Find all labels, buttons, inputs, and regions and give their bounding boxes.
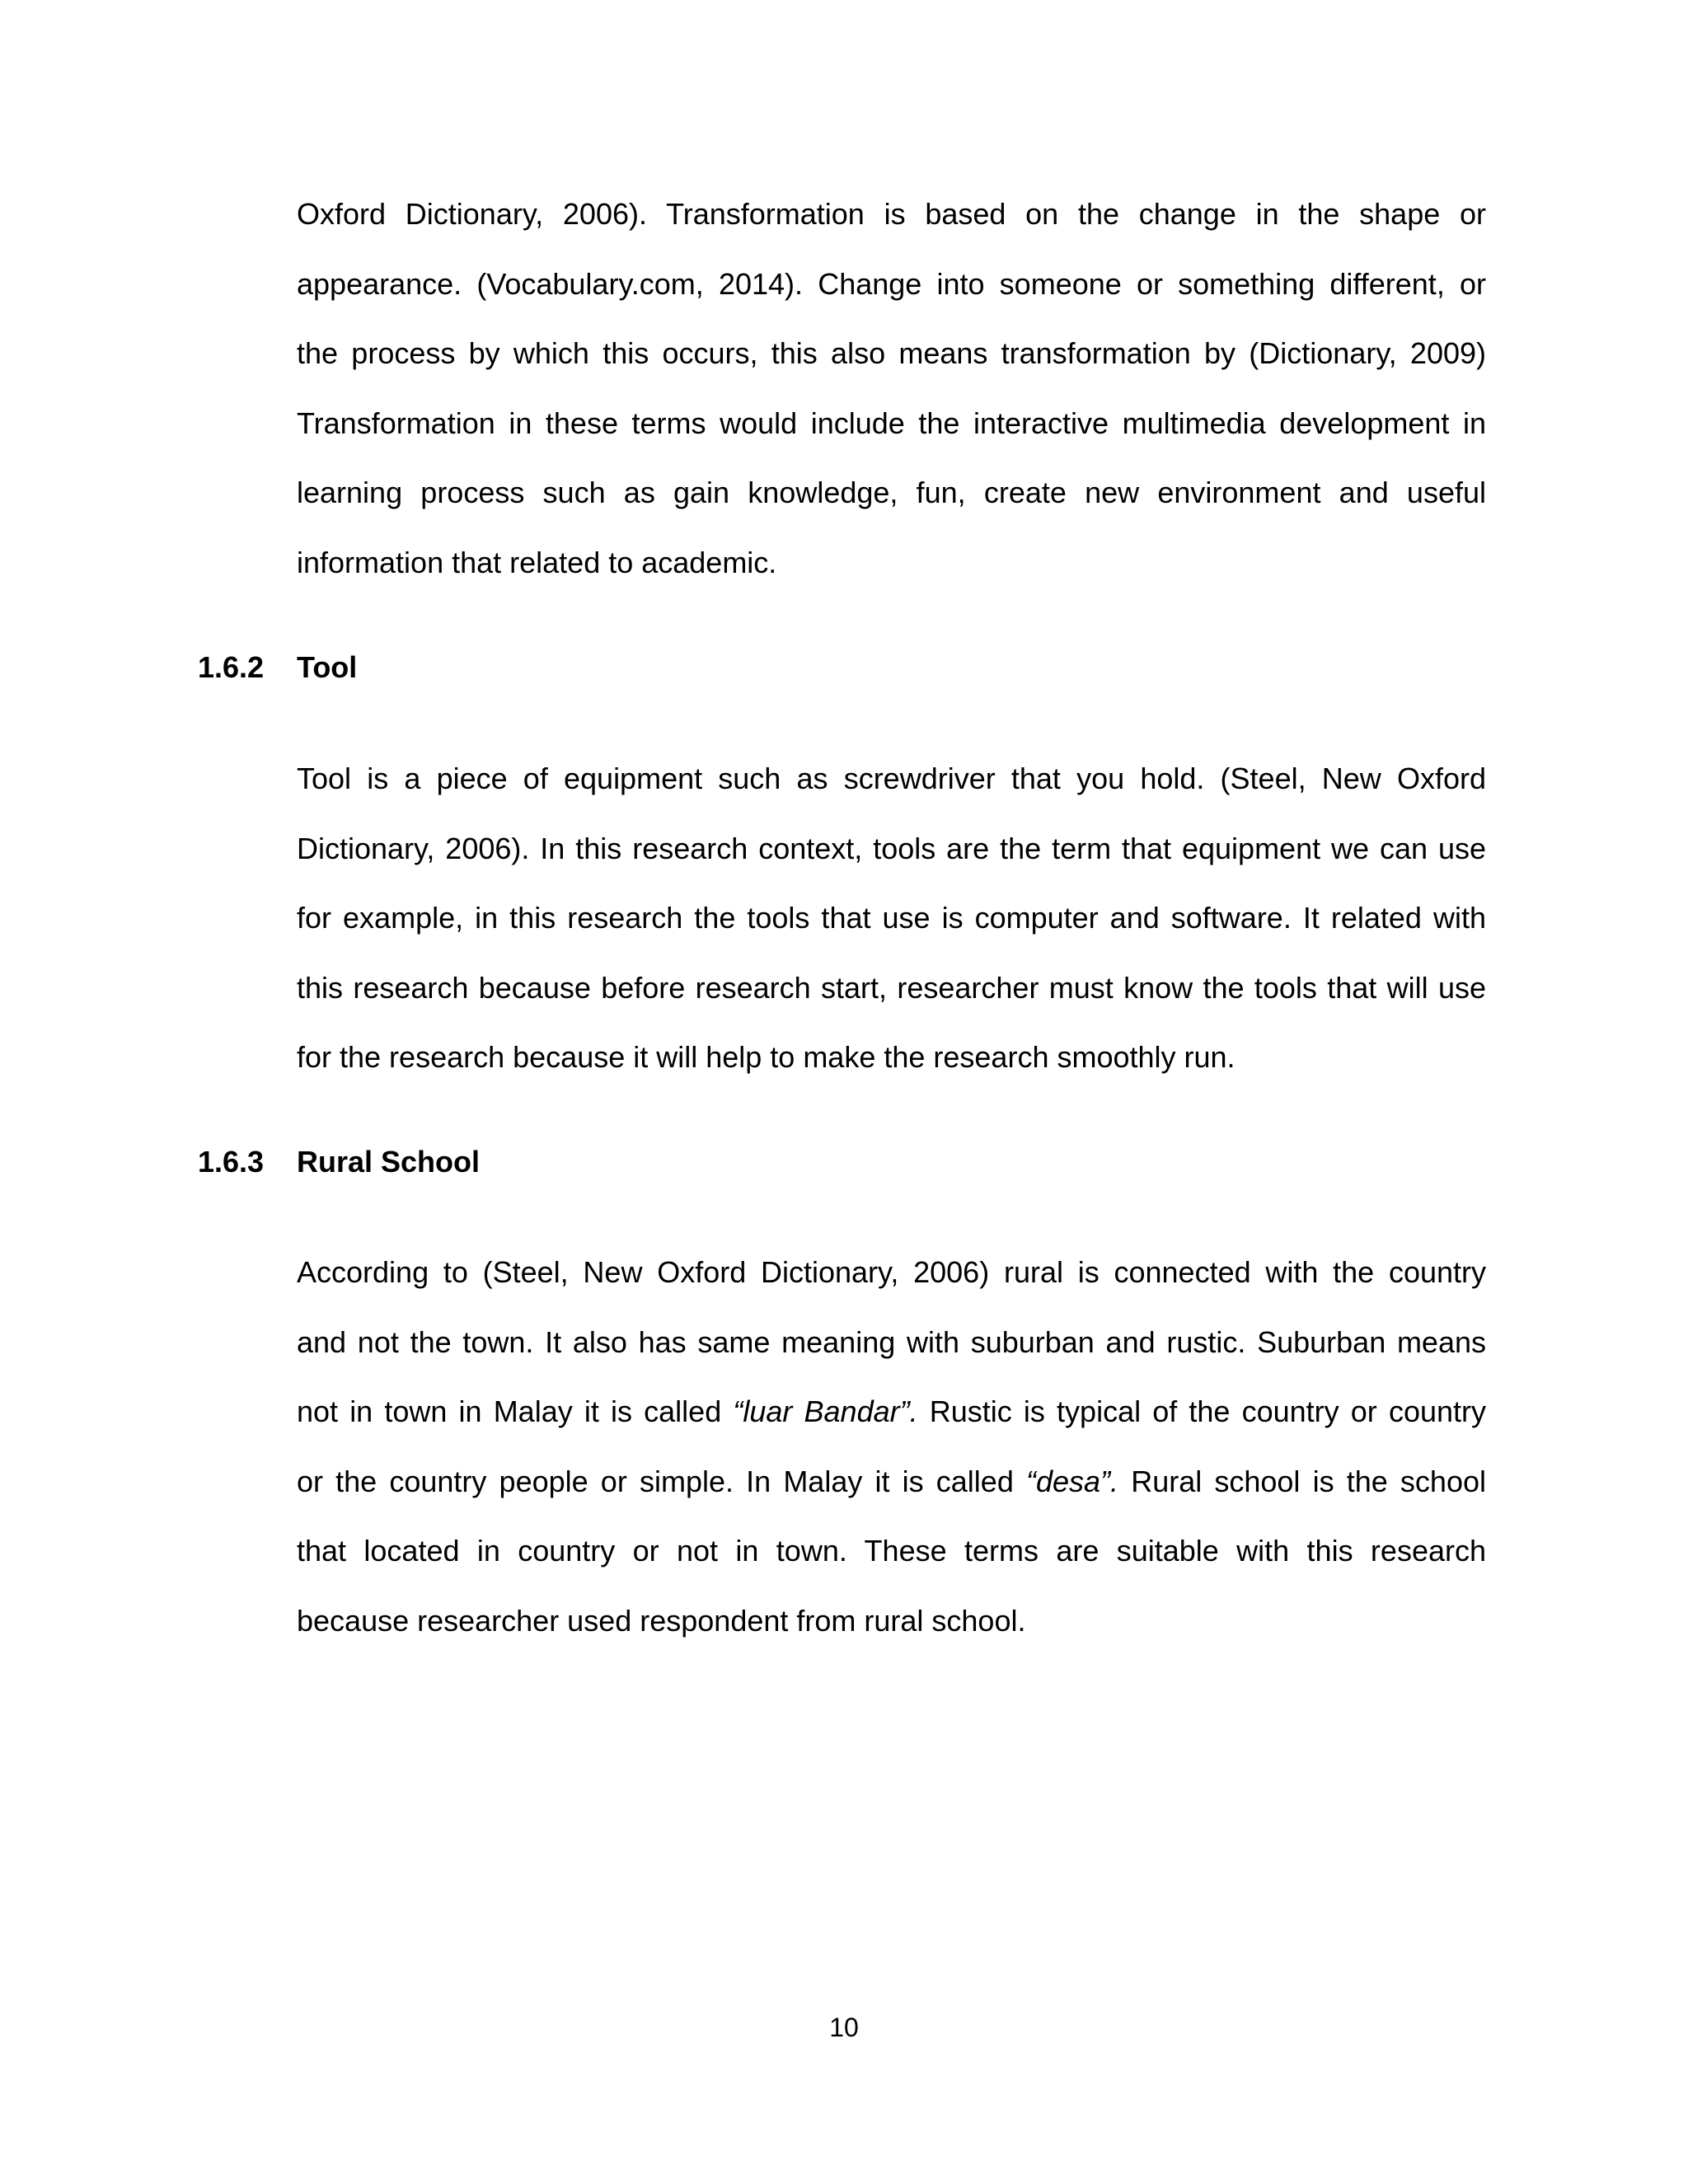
section-heading-rural-school — [198, 1144, 480, 1180]
text-line: information that related to academic. — [297, 545, 777, 579]
paragraph-transformation — [297, 180, 1486, 598]
text-line: Dictionary, 2006). In this research context, tools are the term that equipment we can use — [297, 831, 1486, 865]
text-line: and not the town. It also has same meaning with suburban and rustic. Suburban means — [297, 1324, 1486, 1359]
text-line: Transformation in these terms would include the interactive multimedia development in — [297, 405, 1486, 440]
text-line: Tool is a piece of equipment such as screwdriver that you hold. (Steel, New Oxford — [297, 762, 1486, 795]
section-heading-tool — [198, 649, 357, 686]
text-line — [297, 1377, 1486, 1447]
text-segment: Rural school is the school — [1118, 1464, 1486, 1498]
text-segment: Rustic is typical of the country or country — [917, 1394, 1486, 1428]
section-number: 1.6.3 — [198, 1145, 265, 1179]
page-number: 10 — [829, 2013, 859, 2042]
text-line: According to (Steel, New Oxford Dictionary, 2006) rural is connected with the country — [297, 1255, 1486, 1289]
italic-term: “desa”. — [1026, 1464, 1119, 1498]
section-title: Rural School — [297, 1145, 481, 1179]
italic-term: “luar Bandar”. — [733, 1394, 918, 1428]
text-line: for example, in this research the tools that use is computer and software. It related with — [297, 901, 1486, 935]
paragraph-rural-school — [297, 1238, 1486, 1656]
text-line — [297, 1447, 1486, 1517]
text-line: for the research because it will help to make the research smoothly run. — [297, 1040, 1236, 1074]
text-segment: not in town in Malay it is called — [297, 1394, 734, 1428]
section-number: 1.6.2 — [198, 650, 265, 684]
text-line: because researcher used respondent from rural school. — [297, 1603, 1026, 1638]
text-line: this research because before research start, researcher must know the tools that will use — [297, 970, 1486, 1005]
text-line: appearance. (Vocabulary.com, 2014). Change into someone or something different, or — [297, 266, 1486, 301]
text-line: the process by which this occurs, this also means transformation by (Dictionary, 2009) — [297, 336, 1486, 370]
text-line: Oxford Dictionary, 2006). Transformation is based on the change in the shape or — [297, 197, 1486, 231]
text-line: that located in country or not in town. These terms are suitable with this research — [297, 1534, 1486, 1568]
paragraph-tool — [297, 744, 1486, 1093]
section-title: Tool — [297, 650, 358, 684]
text-line: learning process such as gain knowledge, fun, create new environment and useful — [297, 476, 1486, 509]
text-segment: or the country people or simple. In Malay it is called — [297, 1464, 1026, 1498]
